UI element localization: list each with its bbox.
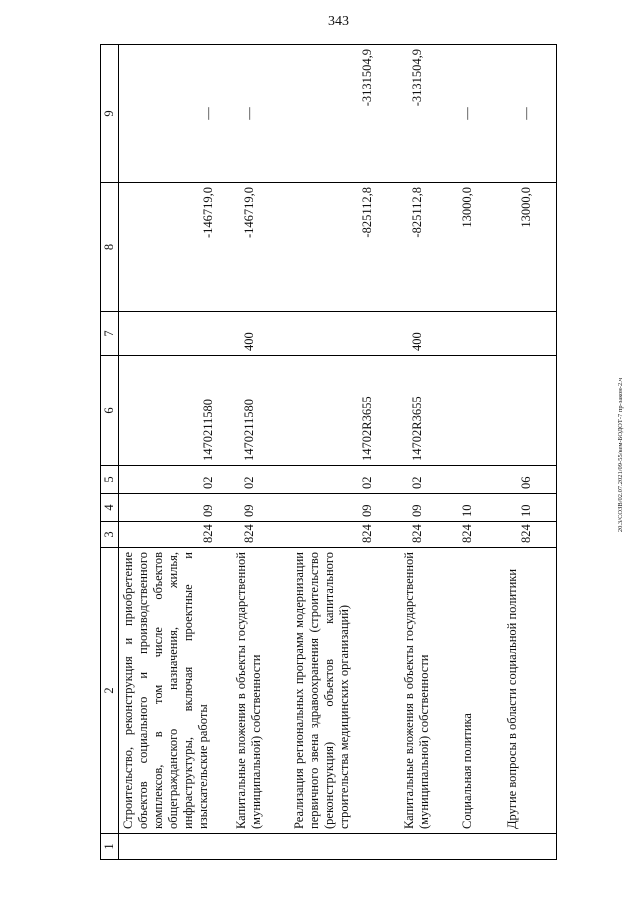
- cell-subsection: [400, 466, 458, 494]
- table-row: [503, 45, 557, 860]
- value: 06: [518, 476, 533, 489]
- cell-target-article: [503, 356, 557, 466]
- cell-name: Капитальные вложения в объекты государственной (муниципальной) собственности: [400, 548, 458, 834]
- header-cell: 4: [101, 494, 119, 522]
- header-cell: 8: [101, 183, 119, 312]
- cell-amount-2022: [290, 45, 400, 183]
- value: —: [201, 107, 215, 120]
- cell-expense-type: [458, 312, 503, 356]
- table-row: [458, 45, 503, 860]
- table-row: [232, 45, 290, 860]
- cell-section: [232, 494, 290, 522]
- header-cell: 7: [101, 312, 119, 356]
- value: -146719,0: [241, 187, 256, 239]
- value: —: [241, 107, 256, 120]
- value: —: [459, 107, 474, 120]
- value: 824: [518, 524, 533, 543]
- cell-amount-2021: [290, 183, 400, 312]
- table-row: [290, 45, 400, 860]
- cell-expense-type: [290, 312, 400, 356]
- header-cell: 2: [101, 548, 119, 834]
- cell-col1: [400, 834, 458, 860]
- cell-admin-code: [119, 522, 232, 548]
- cell-name: Строительство, реконструкция и приобретение объектов социального и производственного комплексов, в том числе объектов общегражданского назначения, жилья, инфраструктуры, включая проектные и изыскательские работы: [119, 548, 232, 834]
- value: 14702R3655: [409, 396, 424, 461]
- value: -3131504,9: [409, 49, 424, 107]
- value: -3131504,9: [359, 49, 374, 107]
- cell-amount-2022: [400, 45, 458, 183]
- cell-expense-type: [232, 312, 290, 356]
- value: 13000,0: [459, 187, 474, 228]
- value: —: [518, 107, 533, 120]
- value: 400: [241, 332, 256, 351]
- value: 09: [241, 504, 256, 517]
- value: 02: [359, 476, 374, 489]
- cell-amount-2022: [458, 45, 503, 183]
- value: 824: [409, 524, 424, 543]
- value: 02: [241, 476, 256, 489]
- value: 09: [201, 504, 215, 517]
- cell-amount-2022: [232, 45, 290, 183]
- cell-admin-code: [503, 522, 557, 548]
- value: 09: [409, 504, 424, 517]
- cell-amount-2021: [400, 183, 458, 312]
- cell-subsection: [503, 466, 557, 494]
- cell-amount-2021: [119, 183, 232, 312]
- cell-target-article: [232, 356, 290, 466]
- rotated-table-wrapper: [100, 45, 570, 860]
- value: 13000,0: [518, 187, 533, 228]
- value: 824: [359, 524, 374, 543]
- cell-col1: [119, 834, 232, 860]
- cell-subsection: [232, 466, 290, 494]
- value: 824: [241, 524, 256, 543]
- cell-section: [458, 494, 503, 522]
- value: 400: [409, 332, 424, 351]
- value: 14702R3655: [359, 396, 374, 461]
- cell-admin-code: [400, 522, 458, 548]
- cell-expense-type: [400, 312, 458, 356]
- cell-target-article: [290, 356, 400, 466]
- cell-col1: [458, 834, 503, 860]
- cell-name: Другие вопросы в области социальной политики: [503, 548, 557, 834]
- cell-expense-type: [119, 312, 232, 356]
- table-row: [400, 45, 458, 860]
- cell-section: [119, 494, 232, 522]
- cell-amount-2021: [503, 183, 557, 312]
- header-cell: 5: [101, 466, 119, 494]
- document-side-code: 20.3/СОЗВ/02.07.2021/09-55/кем-БОДОТ-7 пр-закон-2.ч: [617, 377, 624, 533]
- cell-name: Капитальные вложения в объекты государственной (муниципальной) собственности: [232, 548, 290, 834]
- cell-target-article: [400, 356, 458, 466]
- cell-admin-code: [458, 522, 503, 548]
- value: 1470211580: [241, 398, 256, 461]
- cell-amount-2022: [503, 45, 557, 183]
- value: 09: [359, 504, 374, 517]
- value: 02: [409, 476, 424, 489]
- header-cell: 3: [101, 522, 119, 548]
- budget-table: [100, 44, 557, 860]
- cell-section: [503, 494, 557, 522]
- cell-amount-2022: [119, 45, 232, 183]
- value: 1470211580: [201, 398, 215, 461]
- cell-name: Социальная политика: [458, 548, 503, 834]
- cell-target-article: [458, 356, 503, 466]
- cell-section: [400, 494, 458, 522]
- cell-admin-code: [290, 522, 400, 548]
- cell-admin-code: [232, 522, 290, 548]
- cell-section: [290, 494, 400, 522]
- cell-expense-type: [503, 312, 557, 356]
- value: -825112,8: [409, 187, 424, 238]
- header-cell: 1: [101, 834, 119, 860]
- value: 10: [518, 504, 533, 517]
- cell-target-article: [119, 356, 232, 466]
- value: -825112,8: [359, 187, 374, 238]
- value: 824: [459, 524, 474, 543]
- value: -146719,0: [201, 187, 215, 239]
- value: 02: [201, 476, 215, 489]
- cell-amount-2021: [232, 183, 290, 312]
- value: 824: [201, 524, 215, 543]
- cell-col1: [232, 834, 290, 860]
- table-header-row: [101, 45, 119, 860]
- cell-subsection: [458, 466, 503, 494]
- page-number: 343: [328, 14, 349, 29]
- cell-subsection: [119, 466, 232, 494]
- value: 10: [459, 504, 474, 517]
- header-cell: 6: [101, 356, 119, 466]
- table-row: [119, 45, 232, 860]
- header-cell: 9: [101, 45, 119, 183]
- cell-col1: [290, 834, 400, 860]
- cell-amount-2021: [458, 183, 503, 312]
- cell-name: Реализация региональных программ модернизации первичного звена здравоохранения (строительство (реконструкция) объектов капитального строительства медицинских организаций): [290, 548, 400, 834]
- cell-col1: [503, 834, 557, 860]
- cell-subsection: [290, 466, 400, 494]
